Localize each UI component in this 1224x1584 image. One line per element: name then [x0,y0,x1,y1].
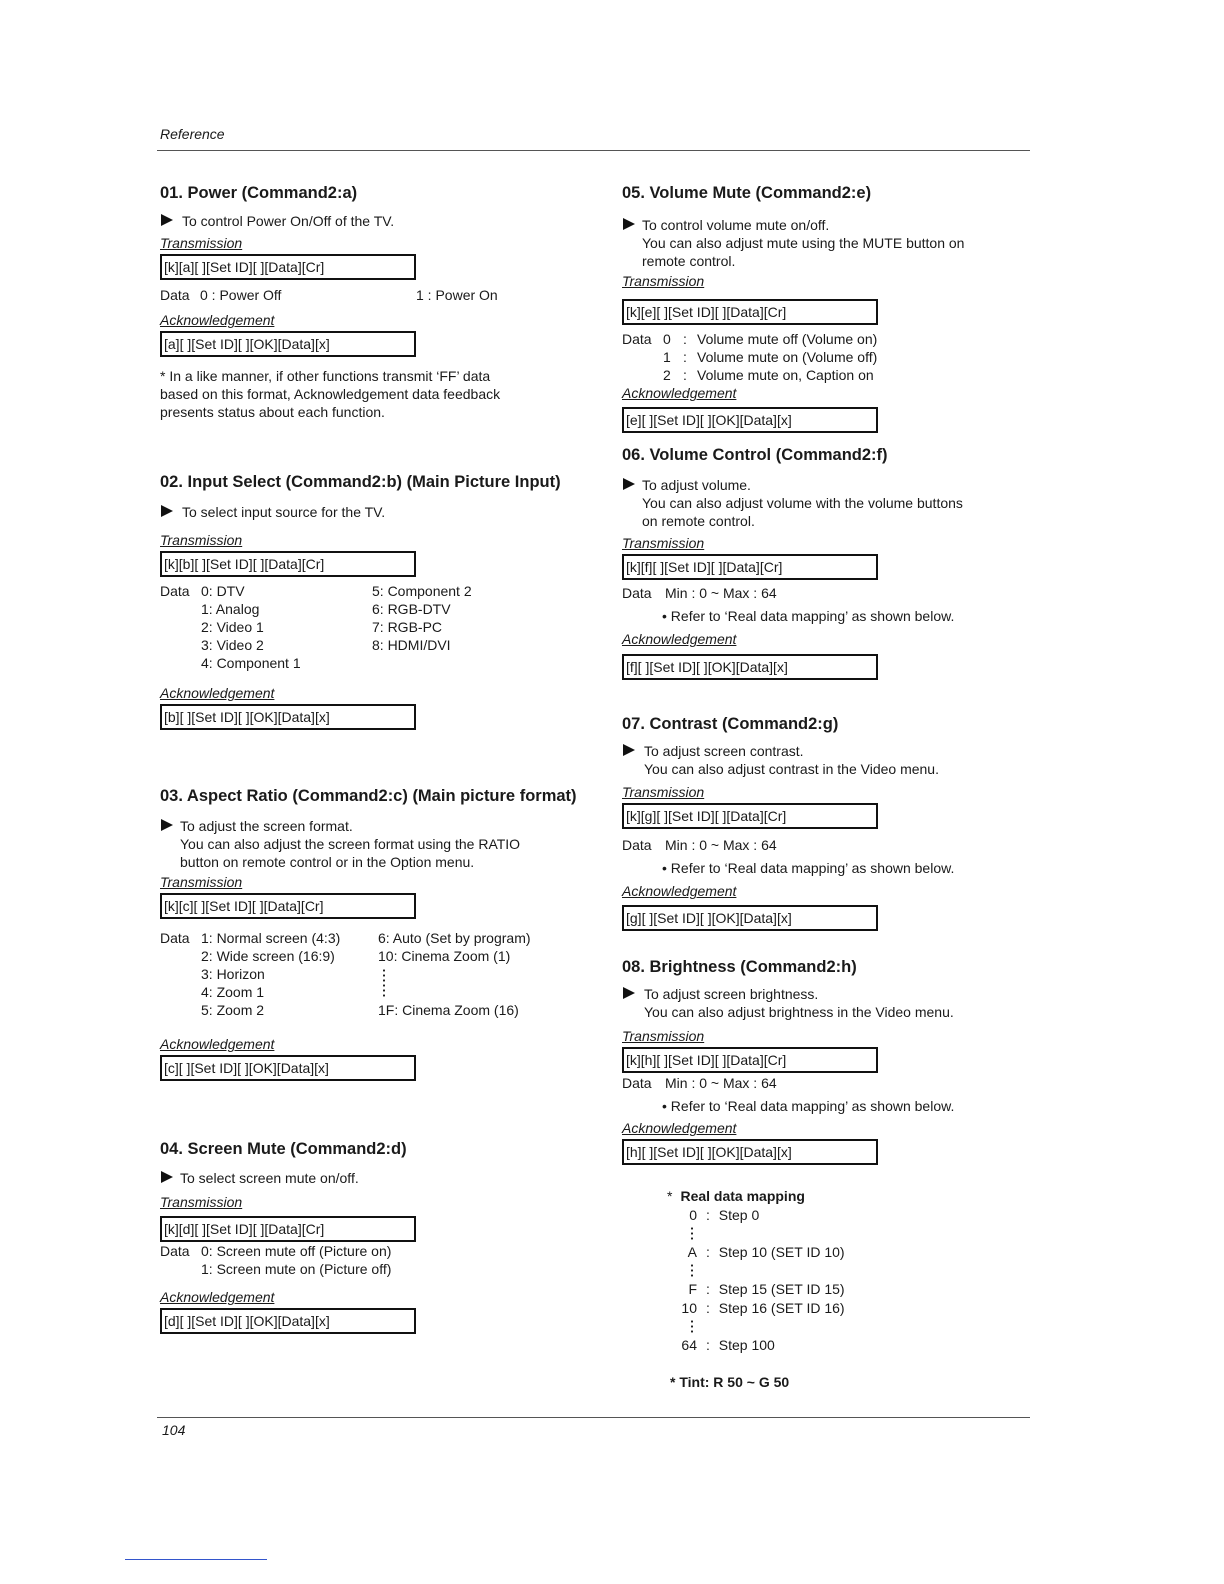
bullet-text: To adjust the screen format. [180,818,353,834]
bullet-text: To adjust screen contrast. [644,743,804,759]
transmission-label: Transmission [622,535,705,551]
section-title: 08. Brightness (Command2:h) [622,958,857,976]
bullet-text: You can also adjust contrast in the Video menu. [644,761,939,777]
acknowledgement-label: Acknowledgement [160,685,275,701]
header-rule [157,150,1030,151]
acknowledgement-label: Acknowledgement [622,1120,737,1136]
data-code: 1 [663,349,671,365]
section-brightness [622,957,1042,1165]
section-title: 02. Input Select (Command2:b) (Main Picture Input) [160,473,561,491]
footnote-line: based on this format, Acknowledgement data feedback [160,386,501,402]
data-value: 2: Video 1 [201,619,264,635]
acknowledgement-box: [e][ ][Set ID][ ][OK][Data][x] [622,407,878,433]
transmission-label: Transmission [160,1194,243,1210]
data-value: 1: Normal screen (4:3) [201,930,341,946]
data-value: Volume mute on (Volume off) [697,349,878,365]
section-contrast [622,714,1042,931]
bullet-text: remote control. [642,253,736,269]
transmission-label: Transmission [160,874,243,890]
triangle-bullet-icon [623,744,635,756]
mapping-row: 0 : Step 0 [667,1206,759,1224]
data-column [372,582,472,654]
data-label: Data [160,930,190,946]
section-aspect-ratio [160,786,590,1081]
page-section-label: Reference [160,126,225,142]
bullet-item [622,742,1042,778]
bullet-item [160,212,590,230]
refer-text: Refer to ‘Real data mapping’ as shown below. [670,608,955,624]
data-value: 4: Zoom 1 [201,984,265,1000]
mapping-heading: * Real data mapping [667,1188,805,1204]
mapping-code: 64 [681,1337,697,1353]
bullet-text: To control volume mute on/off. [642,217,830,233]
acknowledgement-box: [b][ ][Set ID][ ][OK][Data][x] [160,704,416,730]
footnote-line: presents status about each function. [160,404,385,420]
footer-rule [157,1417,1030,1418]
mapping-code: A [687,1244,697,1260]
acknowledgement-label: Acknowledgement [160,312,275,328]
data-row [622,1074,1042,1092]
mapping-value: Step 100 [718,1337,775,1353]
bullet-text: You can also adjust mute using the MUTE button on [642,235,965,251]
transmission-label: Transmission [160,532,243,548]
data-value: 1F: Cinema Zoom (16) [378,1002,519,1018]
bullet-text: You can also adjust brightness in the Video menu. [644,1004,954,1020]
bullet-text: To adjust volume. [642,477,751,493]
data-row [622,836,1042,854]
section-title: 07. Contrast (Command2:g) [622,715,839,733]
tint-note: * Tint: R 50 ~ G 50 [670,1374,790,1390]
refer-text: Refer to ‘Real data mapping’ as shown below. [670,1098,955,1114]
bullet-text: To adjust screen brightness. [644,986,819,1002]
acknowledgement-label: Acknowledgement [160,1036,275,1052]
table-row: 1 : Volume mute on (Volume off) [663,349,878,365]
mapping-table [667,1206,927,1356]
triangle-bullet-icon [161,214,173,226]
data-table [622,330,1042,384]
data-value: 6: RGB-DTV [372,601,451,617]
bullet-text: You can also adjust the screen format using the RATIO [180,836,521,852]
ellipsis-dots [691,1226,693,1242]
data-value: 4: Component 1 [201,655,301,671]
mapping-row: F : Step 15 (SET ID 15) [667,1280,845,1298]
transmission-box: [k][a][ ][Set ID][ ][Data][Cr] [160,254,416,280]
refer-note [622,859,1042,877]
acknowledgement-box: [h][ ][Set ID][ ][OK][Data][x] [622,1139,878,1165]
data-row [622,584,1042,602]
data-values [663,330,877,384]
data-label: Data [160,1243,190,1259]
footnote-line: * In a like manner, if other functions transmit ‘FF’ data [160,368,491,384]
bullet-text: To select screen mute on/off. [180,1170,359,1186]
bullet-dot-icon: • [662,1098,667,1114]
data-range: Min : 0 ~ Max : 64 [665,1075,777,1091]
data-value: 0: DTV [201,583,245,599]
footnote [160,367,590,421]
data-row [160,286,590,304]
data-column [201,929,340,1019]
mapping-value: Step 16 (SET ID 16) [718,1300,845,1316]
acknowledgement-box: [g][ ][Set ID][ ][OK][Data][x] [622,905,878,931]
section-power [160,183,590,421]
bullet-item [622,985,1042,1021]
mapping-row: A : Step 10 (SET ID 10) [667,1243,845,1261]
data-label: Data [622,1075,652,1091]
data-value: 1: Analog [201,601,260,617]
acknowledgement-box: [a][ ][Set ID][ ][OK][Data][x] [160,331,416,357]
data-range: Min : 0 ~ Max : 64 [665,837,777,853]
data-column [378,929,531,1019]
mapping-row: 10 : Step 16 (SET ID 16) [667,1299,845,1317]
transmission-box: [k][f][ ][Set ID][ ][Data][Cr] [622,554,878,580]
acknowledgement-label: Acknowledgement [622,385,737,401]
bullet-text: To control Power On/Off of the TV. [182,213,395,229]
bullet-item [160,817,590,871]
data-value: 1: Screen mute on (Picture off) [201,1261,392,1277]
data-label: Data [622,585,652,601]
data-column [201,582,301,672]
mapping-row: 64 : Step 100 [667,1336,775,1354]
section-volume-control [622,445,1042,680]
ellipsis-dots [691,1319,693,1335]
data-value: 5: Zoom 2 [201,1002,265,1018]
transmission-label: Transmission [622,784,705,800]
acknowledgement-box: [c][ ][Set ID][ ][OK][Data][x] [160,1055,416,1081]
section-title: 06. Volume Control (Command2:f) [622,446,888,464]
refer-note [622,607,1042,625]
transmission-label: Transmission [160,235,243,251]
bullet-text: To select input source for the TV. [182,504,386,520]
transmission-box: [k][h][ ][Set ID][ ][Data][Cr] [622,1047,878,1073]
transmission-box: [k][e][ ][Set ID][ ][Data][Cr] [622,299,878,325]
transmission-label: Transmission [622,1028,705,1044]
mapping-code: 10 [681,1300,697,1316]
data-code: 2 [663,367,671,383]
bullet-item [160,1169,590,1187]
data-value: 0 : Power Off [200,287,282,303]
section-title: 04. Screen Mute (Command2:d) [160,1140,407,1158]
refer-text: Refer to ‘Real data mapping’ as shown below. [670,860,955,876]
ellipsis-dots [378,965,531,1001]
page-number: 104 [162,1422,186,1438]
data-value: 0: Screen mute off (Picture on) [201,1243,392,1259]
transmission-box: [k][d][ ][Set ID][ ][Data][Cr] [160,1216,416,1242]
transmission-label: Transmission [622,273,705,289]
data-range: Min : 0 ~ Max : 64 [665,585,777,601]
data-label: Data [622,837,652,853]
data-value: Volume mute on, Caption on [697,367,874,383]
section-title: 03. Aspect Ratio (Command2:c) (Main picture format) [160,787,577,805]
transmission-box: [k][c][ ][Set ID][ ][Data][Cr] [160,893,416,919]
mapping-code: 0 [689,1207,697,1223]
data-value: 7: RGB-PC [372,619,443,635]
triangle-bullet-icon [161,1171,173,1183]
acknowledgement-label: Acknowledgement [160,1289,275,1305]
data-value: 2: Wide screen (16:9) [201,948,335,964]
data-value: 6: Auto (Set by program) [378,930,531,946]
data-column [201,1242,391,1278]
bullet-dot-icon: • [662,608,667,624]
bullet-text: button on remote control or in the Option menu. [180,854,475,870]
ellipsis-dots [691,1263,693,1279]
section-volume-mute [622,183,1042,433]
section-input-select [160,472,590,730]
data-label: Data [160,583,190,599]
bullet-text: on remote control. [642,513,755,529]
data-label: Data [622,331,652,347]
data-table [160,1242,590,1278]
bullet-text: You can also adjust volume with the volume buttons [642,495,963,511]
refer-note [622,1097,1042,1115]
bullet-item [160,503,590,521]
data-value: 3: Horizon [201,966,265,982]
data-value: Volume mute off (Volume on) [697,331,878,347]
transmission-box: [k][g][ ][Set ID][ ][Data][Cr] [622,803,878,829]
data-table [160,582,590,672]
data-value: 3: Video 2 [201,637,264,653]
bottom-link-line [125,1559,267,1560]
bullet-item [622,476,1042,530]
section-screen-mute [160,1139,590,1334]
acknowledgement-box: [f][ ][Set ID][ ][OK][Data][x] [622,654,878,680]
table-row: 2 : Volume mute on, Caption on [663,366,877,384]
data-code: 0 [663,331,671,347]
triangle-bullet-icon [161,505,173,517]
transmission-box: [k][b][ ][Set ID][ ][Data][Cr] [160,551,416,577]
triangle-bullet-icon [623,218,635,230]
data-value: 8: HDMI/DVI [372,637,451,653]
mapping-code: F [688,1281,697,1297]
mapping-value: Step 15 (SET ID 15) [718,1281,845,1297]
data-value: 5: Component 2 [372,583,472,599]
data-table [160,929,590,1019]
triangle-bullet-icon [161,819,173,831]
triangle-bullet-icon [623,987,635,999]
data-label: Data [160,287,190,303]
mapping-title: Real data mapping [680,1188,805,1204]
acknowledgement-label: Acknowledgement [622,883,737,899]
triangle-bullet-icon [623,478,635,490]
data-value: 1 : Power On [416,287,498,303]
section-title: 01. Power (Command2:a) [160,184,358,202]
real-data-mapping [667,1187,1087,1391]
mapping-value: Step 0 [718,1207,760,1223]
table-row: 0 : Volume mute off (Volume on) [663,331,878,347]
acknowledgement-box: [d][ ][Set ID][ ][OK][Data][x] [160,1308,416,1334]
section-title: 05. Volume Mute (Command2:e) [622,184,872,202]
bullet-item [622,216,1042,270]
bullet-dot-icon: • [662,860,667,876]
mapping-value: Step 10 (SET ID 10) [718,1244,845,1260]
acknowledgement-label: Acknowledgement [622,631,737,647]
data-value: 10: Cinema Zoom (1) [378,948,511,964]
